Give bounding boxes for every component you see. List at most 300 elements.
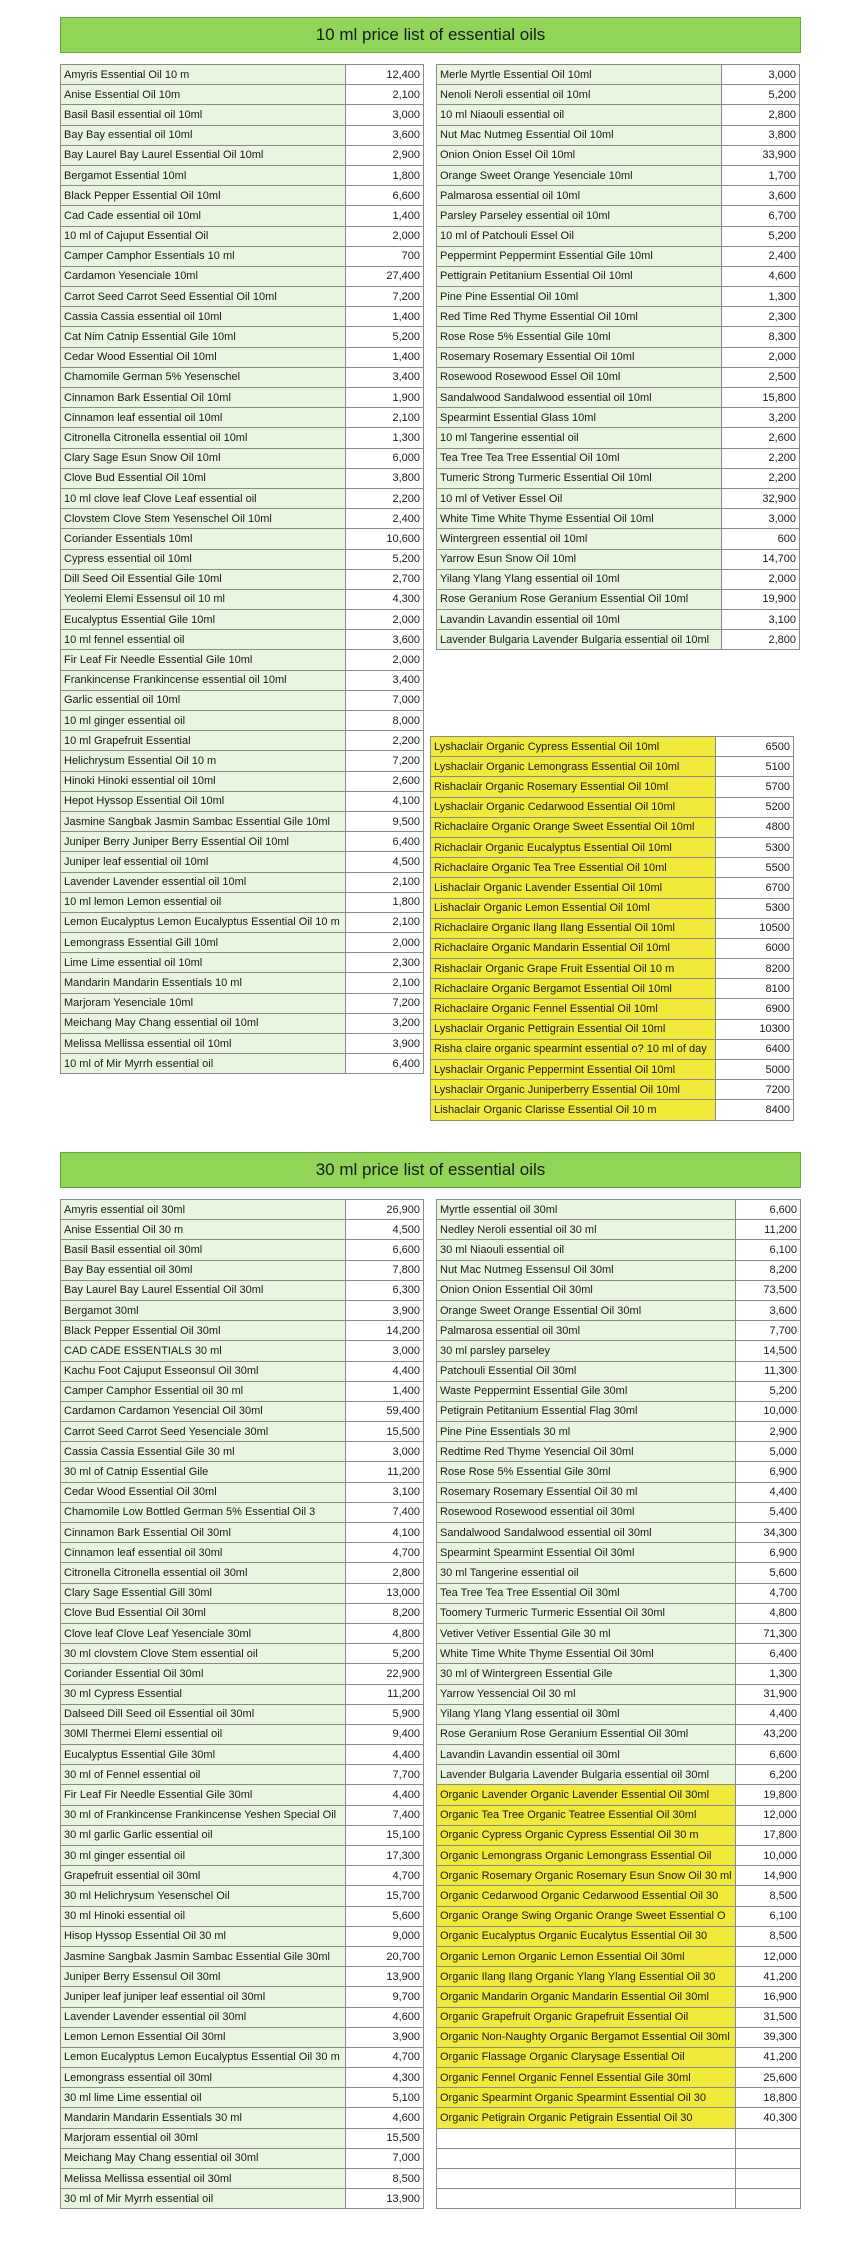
product-price: 3,600 xyxy=(735,1300,800,1320)
product-name: Pine Pine Essential Oil 10ml xyxy=(437,287,722,307)
product-price: 8,000 xyxy=(346,711,424,731)
product-price: 4,100 xyxy=(346,1523,424,1543)
table-row xyxy=(437,1321,801,1341)
product-price: 41,200 xyxy=(735,1967,800,1987)
product-name: 10 ml clove leaf Clove Leaf essential oil xyxy=(61,488,346,508)
product-name: Camper Camphor Essential oil 30 ml xyxy=(61,1381,346,1401)
table-row xyxy=(61,711,424,731)
product-price: 10500 xyxy=(716,918,794,938)
product-price: 2,100 xyxy=(346,912,424,932)
table-row xyxy=(437,125,800,145)
product-name: Cedar Wood Essential Oil 10ml xyxy=(61,347,346,367)
table-row xyxy=(61,1704,424,1724)
product-price: 8,200 xyxy=(346,1603,424,1623)
table-row xyxy=(61,1805,424,1825)
product-price: 4,400 xyxy=(346,1745,424,1765)
product-name: Meichang May Chang essential oil 10ml xyxy=(61,1013,346,1033)
table-row xyxy=(61,993,424,1013)
product-name: Waste Peppermint Essential Gile 30ml xyxy=(437,1381,736,1401)
product-name: Chamomile German 5% Yesenschel xyxy=(61,367,346,387)
product-name: 10 ml ginger essential oil xyxy=(61,711,346,731)
product-name: Nenoli Neroli essential oil 10ml xyxy=(437,85,722,105)
product-price: 40,300 xyxy=(735,2108,800,2128)
table-row xyxy=(61,1361,424,1381)
product-name: 10 ml Grapefruit Essential xyxy=(61,731,346,751)
table-row xyxy=(437,1825,801,1845)
product-price: 5300 xyxy=(716,837,794,857)
table-row xyxy=(61,1523,424,1543)
product-price: 14,900 xyxy=(735,1866,800,1886)
table-row xyxy=(61,1967,424,1987)
table-row xyxy=(61,165,424,185)
product-name: 30 ml of Catnip Essential Gile xyxy=(61,1462,346,1482)
price-table-left xyxy=(60,64,424,1074)
product-price: 5,400 xyxy=(735,1502,800,1522)
product-price: 4,300 xyxy=(346,2068,424,2088)
product-name: Eucalyptus Essential Gile 10ml xyxy=(61,610,346,630)
product-price: 2,100 xyxy=(346,973,424,993)
product-price: 6,200 xyxy=(735,1765,800,1785)
product-price: 3,000 xyxy=(346,1341,424,1361)
product-price: 2,000 xyxy=(346,226,424,246)
product-price: 4,400 xyxy=(346,1785,424,1805)
product-price: 2,600 xyxy=(346,771,424,791)
table-row xyxy=(437,1583,801,1603)
product-price: 12,000 xyxy=(735,1946,800,1966)
product-name: Jasmine Sangbak Jasmin Sambac Essential Gile 30ml xyxy=(61,1946,346,1966)
product-price: 43,200 xyxy=(735,1724,800,1744)
product-name: 30 ml ginger essential oil xyxy=(61,1846,346,1866)
product-price: 31,900 xyxy=(735,1684,800,1704)
product-name: Melissa Mellissa essential oil 10ml xyxy=(61,1034,346,1054)
product-name: Organic Cedarwood Organic Cedarwood Essential Oil 30 xyxy=(437,1886,736,1906)
table-row xyxy=(61,1220,424,1240)
product-price: 6,900 xyxy=(735,1543,800,1563)
table-row xyxy=(61,569,424,589)
table-row xyxy=(431,797,794,817)
table-row xyxy=(437,1926,801,1946)
table-row xyxy=(437,1300,801,1320)
product-name: Tea Tree Tea Tree Essential Oil 10ml xyxy=(437,448,722,468)
table-row xyxy=(437,65,800,85)
product-price: 2,000 xyxy=(346,650,424,670)
product-price: 2,600 xyxy=(722,428,800,448)
product-price: 5200 xyxy=(716,797,794,817)
product-name: Pine Pine Essentials 30 ml xyxy=(437,1422,736,1442)
product-price: 8,500 xyxy=(346,2169,424,2189)
table-row xyxy=(61,1926,424,1946)
table-row xyxy=(61,1462,424,1482)
product-price: 11,200 xyxy=(735,1220,800,1240)
product-price: 15,500 xyxy=(346,1422,424,1442)
product-name: Bergamot 30ml xyxy=(61,1300,346,1320)
product-price: 3,000 xyxy=(346,1442,424,1462)
product-price: 5,100 xyxy=(346,2088,424,2108)
table-row xyxy=(437,186,800,206)
product-name: Fir Leaf Fir Needle Essential Gile 30ml xyxy=(61,1785,346,1805)
product-price: 1,400 xyxy=(346,307,424,327)
product-name: Organic Mandarin Organic Mandarin Essential Oil 30ml xyxy=(437,1987,736,2007)
product-price: 4,600 xyxy=(346,2007,424,2027)
table-row xyxy=(61,731,424,751)
product-name: Cardamon Yesenciale 10ml xyxy=(61,266,346,286)
product-name: Citronella Citronella essential oil 30ml xyxy=(61,1563,346,1583)
product-name: Clary Sage Esun Snow Oil 10ml xyxy=(61,448,346,468)
product-price: 4,800 xyxy=(346,1623,424,1643)
table-row xyxy=(61,145,424,165)
product-price: 5,200 xyxy=(722,226,800,246)
product-price: 9,700 xyxy=(346,1987,424,2007)
table-row xyxy=(437,468,800,488)
product-price: 4,400 xyxy=(735,1482,800,1502)
table-row xyxy=(61,1422,424,1442)
product-name: Nut Mac Nutmeg Essensul Oil 30ml xyxy=(437,1260,736,1280)
table-row xyxy=(431,837,794,857)
product-name: Rishaclair Organic Grape Fruit Essential Oil 10 m xyxy=(431,959,716,979)
product-name: Onion Onion Essel Oil 10ml xyxy=(437,145,722,165)
table-row xyxy=(61,388,424,408)
product-name: Risha claire organic spearmint essential o? 10 ml of day xyxy=(431,1039,716,1059)
table-row xyxy=(61,1442,424,1462)
product-price: 26,900 xyxy=(346,1200,424,1220)
product-price: 2,200 xyxy=(722,468,800,488)
product-name: Clovstem Clove Stem Yesenschel Oil 10ml xyxy=(61,509,346,529)
table-row xyxy=(437,1785,801,1805)
product-price: 6900 xyxy=(716,999,794,1019)
product-name: Mandarin Mandarin Essentials 30 ml xyxy=(61,2108,346,2128)
table-row xyxy=(61,751,424,771)
table-row xyxy=(61,791,424,811)
product-name: 30 ml lime Lime essential oil xyxy=(61,2088,346,2108)
product-name: 30 ml Hinoki essential oil xyxy=(61,1906,346,1926)
product-price: 6,600 xyxy=(735,1745,800,1765)
table-row xyxy=(61,2128,424,2148)
product-name: Organic Ilang Ilang Organic Ylang Ylang Essential Oil 30 xyxy=(437,1967,736,1987)
product-name: Organic Cypress Organic Cypress Essential Oil 30 m xyxy=(437,1825,736,1845)
product-name: Marjoram Yesenciale 10ml xyxy=(61,993,346,1013)
product-name: 30 ml parsley parseley xyxy=(437,1341,736,1361)
product-price: 4,700 xyxy=(346,1543,424,1563)
product-price: 2,000 xyxy=(346,933,424,953)
product-name: Lyshaclair Organic Cypress Essential Oil 10ml xyxy=(431,737,716,757)
table-row xyxy=(437,85,800,105)
product-name: Cedar Wood Essential Oil 30ml xyxy=(61,1482,346,1502)
product-name: Lemon Eucalyptus Lemon Eucalyptus Essential Oil 10 m xyxy=(61,912,346,932)
table-row xyxy=(61,1866,424,1886)
product-name: Spearmint Spearmint Essential Oil 30ml xyxy=(437,1543,736,1563)
product-name: Lavender Lavender essential oil 30ml xyxy=(61,2007,346,2027)
table-row xyxy=(61,1321,424,1341)
table-row xyxy=(437,2027,801,2047)
product-name: Richaclaire Organic Ilang Ilang Essential Oil 10ml xyxy=(431,918,716,938)
product-name: Frankincense Frankincense essential oil 10ml xyxy=(61,670,346,690)
product-price: 7,200 xyxy=(346,751,424,771)
table-row xyxy=(61,1482,424,1502)
product-name: Juniper Berry Essensul Oil 30ml xyxy=(61,1967,346,1987)
table-row xyxy=(61,2189,424,2209)
product-name: 10 ml fennel essential oil xyxy=(61,630,346,650)
table-row xyxy=(61,1644,424,1664)
table-row xyxy=(431,979,794,999)
product-price: 5300 xyxy=(716,898,794,918)
table-row xyxy=(437,630,800,650)
product-name: Vetiver Vetiver Essential Gile 30 ml xyxy=(437,1623,736,1643)
table-row xyxy=(61,1765,424,1785)
product-price: 2,000 xyxy=(722,347,800,367)
product-name: Peppermint Peppermint Essential Gile 10ml xyxy=(437,246,722,266)
product-price: 4,300 xyxy=(346,589,424,609)
product-name: Orange Sweet Orange Essential Oil 30ml xyxy=(437,1300,736,1320)
product-price: 6700 xyxy=(716,878,794,898)
product-price: 11,300 xyxy=(735,1361,800,1381)
table-row xyxy=(61,610,424,630)
product-price: 7,200 xyxy=(346,287,424,307)
product-price: 41,200 xyxy=(735,2047,800,2067)
product-price: 9,000 xyxy=(346,1926,424,1946)
product-price: 1,800 xyxy=(346,892,424,912)
product-name: Tumeric Strong Turmeric Essential Oil 10ml xyxy=(437,468,722,488)
product-name: Cat Nim Catnip Essential Gile 10ml xyxy=(61,327,346,347)
product-price: 10,000 xyxy=(735,1846,800,1866)
product-name: Clove Bud Essential Oil 30ml xyxy=(61,1603,346,1623)
product-price: 6400 xyxy=(716,1039,794,1059)
product-price: 5,200 xyxy=(346,549,424,569)
table-row xyxy=(437,428,800,448)
product-name: Rose Geranium Rose Geranium Essential Oil 10ml xyxy=(437,589,722,609)
product-price: 3,800 xyxy=(722,125,800,145)
product-price: 3,100 xyxy=(346,1482,424,1502)
table-row xyxy=(437,1240,801,1260)
product-name: 10 ml Niaouli essential oil xyxy=(437,105,722,125)
product-price: 10,600 xyxy=(346,529,424,549)
product-price: 12,000 xyxy=(735,1805,800,1825)
product-price: 4,100 xyxy=(346,791,424,811)
product-price: 34,300 xyxy=(735,1523,800,1543)
product-name: 30Ml Thermei Elemi essential oil xyxy=(61,1724,346,1744)
product-price: 3,000 xyxy=(722,509,800,529)
table-row xyxy=(431,1019,794,1039)
table-row xyxy=(437,367,800,387)
product-price: 6,400 xyxy=(346,1054,424,1074)
table-row xyxy=(437,408,800,428)
empty-row xyxy=(437,2169,801,2189)
product-name: 10 ml of Patchouli Essel Oil xyxy=(437,226,722,246)
product-price: 2,800 xyxy=(346,1563,424,1583)
table-row xyxy=(61,912,424,932)
product-name: Cinnamon Bark Essential Oil 30ml xyxy=(61,1523,346,1543)
product-name: Sandalwood Sandalwood essential oil 30ml xyxy=(437,1523,736,1543)
table-row xyxy=(437,1724,801,1744)
product-price: 11,200 xyxy=(346,1462,424,1482)
table-row xyxy=(437,165,800,185)
product-name: Wintergreen essential oil 10ml xyxy=(437,529,722,549)
table-row xyxy=(437,549,800,569)
table-row xyxy=(431,1100,794,1120)
table-row xyxy=(437,1401,801,1421)
table-row xyxy=(61,811,424,831)
product-price: 4,600 xyxy=(346,2108,424,2128)
product-price: 5,200 xyxy=(735,1381,800,1401)
table-row xyxy=(61,1684,424,1704)
table-row xyxy=(61,1240,424,1260)
product-price: 2,800 xyxy=(722,630,800,650)
product-price: 7,400 xyxy=(346,1502,424,1522)
product-price: 3,800 xyxy=(346,468,424,488)
table-row xyxy=(437,287,800,307)
product-name: Pettigrain Petitanium Essential Oil 10ml xyxy=(437,266,722,286)
product-price: 2,000 xyxy=(346,610,424,630)
table-row xyxy=(431,938,794,958)
product-price: 2,300 xyxy=(346,953,424,973)
table-row xyxy=(437,1745,801,1765)
table-row xyxy=(61,892,424,912)
product-name: Organic Orange Swing Organic Orange Sweet Essential O xyxy=(437,1906,736,1926)
table-row xyxy=(61,650,424,670)
table-row xyxy=(61,953,424,973)
table-row xyxy=(61,670,424,690)
table-row xyxy=(431,777,794,797)
table-row xyxy=(61,206,424,226)
product-price: 8,200 xyxy=(735,1260,800,1280)
product-name: Bay Laurel Bay Laurel Essential Oil 10ml xyxy=(61,145,346,165)
product-price: 14,200 xyxy=(346,1321,424,1341)
table-row xyxy=(61,226,424,246)
table-row xyxy=(437,2108,801,2128)
table-row xyxy=(437,2007,801,2027)
table-row xyxy=(437,529,800,549)
product-name: Carrot Seed Carrot Seed Essential Oil 10ml xyxy=(61,287,346,307)
product-price: 7,700 xyxy=(346,1765,424,1785)
product-price: 2,300 xyxy=(722,307,800,327)
product-name: Citronella Citronella essential oil 10ml xyxy=(61,428,346,448)
product-name: Clove Bud Essential Oil 10ml xyxy=(61,468,346,488)
product-name: Bergamot Essential 10ml xyxy=(61,165,346,185)
product-name: Tea Tree Tea Tree Essential Oil 30ml xyxy=(437,1583,736,1603)
product-price: 600 xyxy=(722,529,800,549)
table-row xyxy=(437,2068,801,2088)
table-row xyxy=(431,757,794,777)
table-row xyxy=(61,1886,424,1906)
table-row xyxy=(61,488,424,508)
product-name: Jasmine Sangbak Jasmin Sambac Essential Gile 10ml xyxy=(61,811,346,831)
price-table-left xyxy=(60,1199,424,2209)
product-price: 9,400 xyxy=(346,1724,424,1744)
table-row xyxy=(437,1341,801,1361)
product-name: Lemon Eucalyptus Lemon Eucalyptus Essential Oil 30 m xyxy=(61,2047,346,2067)
product-name: Rosemary Rosemary Essential Oil 30 ml xyxy=(437,1482,736,1502)
product-price: 12,400 xyxy=(346,65,424,85)
product-name: Cinnamon leaf essential oil 30ml xyxy=(61,1543,346,1563)
product-name: Organic Lemongrass Organic Lemongrass Essential Oil xyxy=(437,1846,736,1866)
product-name: White Time White Thyme Essential Oil 30ml xyxy=(437,1644,736,1664)
product-name: Red Time Red Thyme Essential Oil 10ml xyxy=(437,307,722,327)
product-name: Dalseed Dill Seed oil Essential oil 30ml xyxy=(61,1704,346,1724)
product-price: 16,900 xyxy=(735,1987,800,2007)
table-row xyxy=(437,569,800,589)
product-price: 2,100 xyxy=(346,85,424,105)
product-name: Lyshaclair Organic Cedarwood Essential Oil 10ml xyxy=(431,797,716,817)
product-price: 8,500 xyxy=(735,1926,800,1946)
product-price: 5,900 xyxy=(346,1704,424,1724)
table-row xyxy=(437,1442,801,1462)
product-price: 20,700 xyxy=(346,1946,424,1966)
product-name: Rose Rose 5% Essential Gile 10ml xyxy=(437,327,722,347)
product-price: 3,200 xyxy=(346,1013,424,1033)
product-name: Black Pepper Essential Oil 30ml xyxy=(61,1321,346,1341)
product-name: White Time White Thyme Essential Oil 10ml xyxy=(437,509,722,529)
empty-row xyxy=(437,2148,801,2168)
product-name: Marjoram essential oil 30ml xyxy=(61,2128,346,2148)
product-name: Lemongrass Essential Gill 10ml xyxy=(61,933,346,953)
table-row xyxy=(437,1361,801,1381)
table-row xyxy=(437,246,800,266)
product-price: 3,600 xyxy=(346,125,424,145)
table-row xyxy=(61,85,424,105)
product-price: 59,400 xyxy=(346,1401,424,1421)
table-row xyxy=(61,65,424,85)
table-row xyxy=(61,1054,424,1074)
product-price: 5700 xyxy=(716,777,794,797)
product-price: 2,800 xyxy=(722,105,800,125)
product-price: 2,200 xyxy=(722,448,800,468)
product-name: Juniper leaf juniper leaf essential oil 30ml xyxy=(61,1987,346,2007)
product-price: 6,900 xyxy=(735,1462,800,1482)
product-price: 4,500 xyxy=(346,1220,424,1240)
product-price: 1,800 xyxy=(346,165,424,185)
product-name: Organic Non-Naughty Organic Bergamot Essential Oil 30ml xyxy=(437,2027,736,2047)
table-row xyxy=(61,690,424,710)
product-price: 8400 xyxy=(716,1100,794,1120)
table-row xyxy=(61,832,424,852)
table-row xyxy=(61,1987,424,2007)
product-price: 700 xyxy=(346,246,424,266)
table-row xyxy=(61,125,424,145)
product-name: Sandalwood Sandalwood essential oil 10ml xyxy=(437,388,722,408)
product-price: 13,900 xyxy=(346,2189,424,2209)
table-row xyxy=(437,1805,801,1825)
product-price: 4,700 xyxy=(346,1866,424,1886)
product-name: 30 ml Cypress Essential xyxy=(61,1684,346,1704)
product-name: Richaclaire Organic Mandarin Essential Oil 10ml xyxy=(431,938,716,958)
table-row xyxy=(61,327,424,347)
section-title: 10 ml price list of essential oils xyxy=(60,17,801,53)
product-name: Hisop Hyssop Essential Oil 30 ml xyxy=(61,1926,346,1946)
product-price: 3,400 xyxy=(346,670,424,690)
table-row xyxy=(437,1946,801,1966)
product-name: Kachu Foot Cajuput Esseonsul Oil 30ml xyxy=(61,1361,346,1381)
product-name: Organic Lemon Organic Lemon Essential Oil 30ml xyxy=(437,1946,736,1966)
product-price: 6500 xyxy=(716,737,794,757)
product-name: CAD CADE ESSENTIALS 30 ml xyxy=(61,1341,346,1361)
table-row xyxy=(61,1300,424,1320)
product-price: 18,800 xyxy=(735,2088,800,2108)
price-table-right xyxy=(436,1199,801,2209)
product-price: 1,400 xyxy=(346,347,424,367)
table-row xyxy=(61,287,424,307)
section-title: 30 ml price list of essential oils xyxy=(60,1152,801,1188)
product-name: 10 ml of Cajuput Essential Oil xyxy=(61,226,346,246)
product-price: 32,900 xyxy=(722,488,800,508)
table-row xyxy=(61,1563,424,1583)
table-row xyxy=(437,1644,801,1664)
product-price: 2,500 xyxy=(722,367,800,387)
product-name: 30 ml clovstem Clove Stem essential oil xyxy=(61,1644,346,1664)
product-name: Toomery Turmeric Turmeric Essential Oil 30ml xyxy=(437,1603,736,1623)
table-row xyxy=(437,266,800,286)
table-row xyxy=(61,509,424,529)
product-price: 8,500 xyxy=(735,1886,800,1906)
table-row xyxy=(431,878,794,898)
